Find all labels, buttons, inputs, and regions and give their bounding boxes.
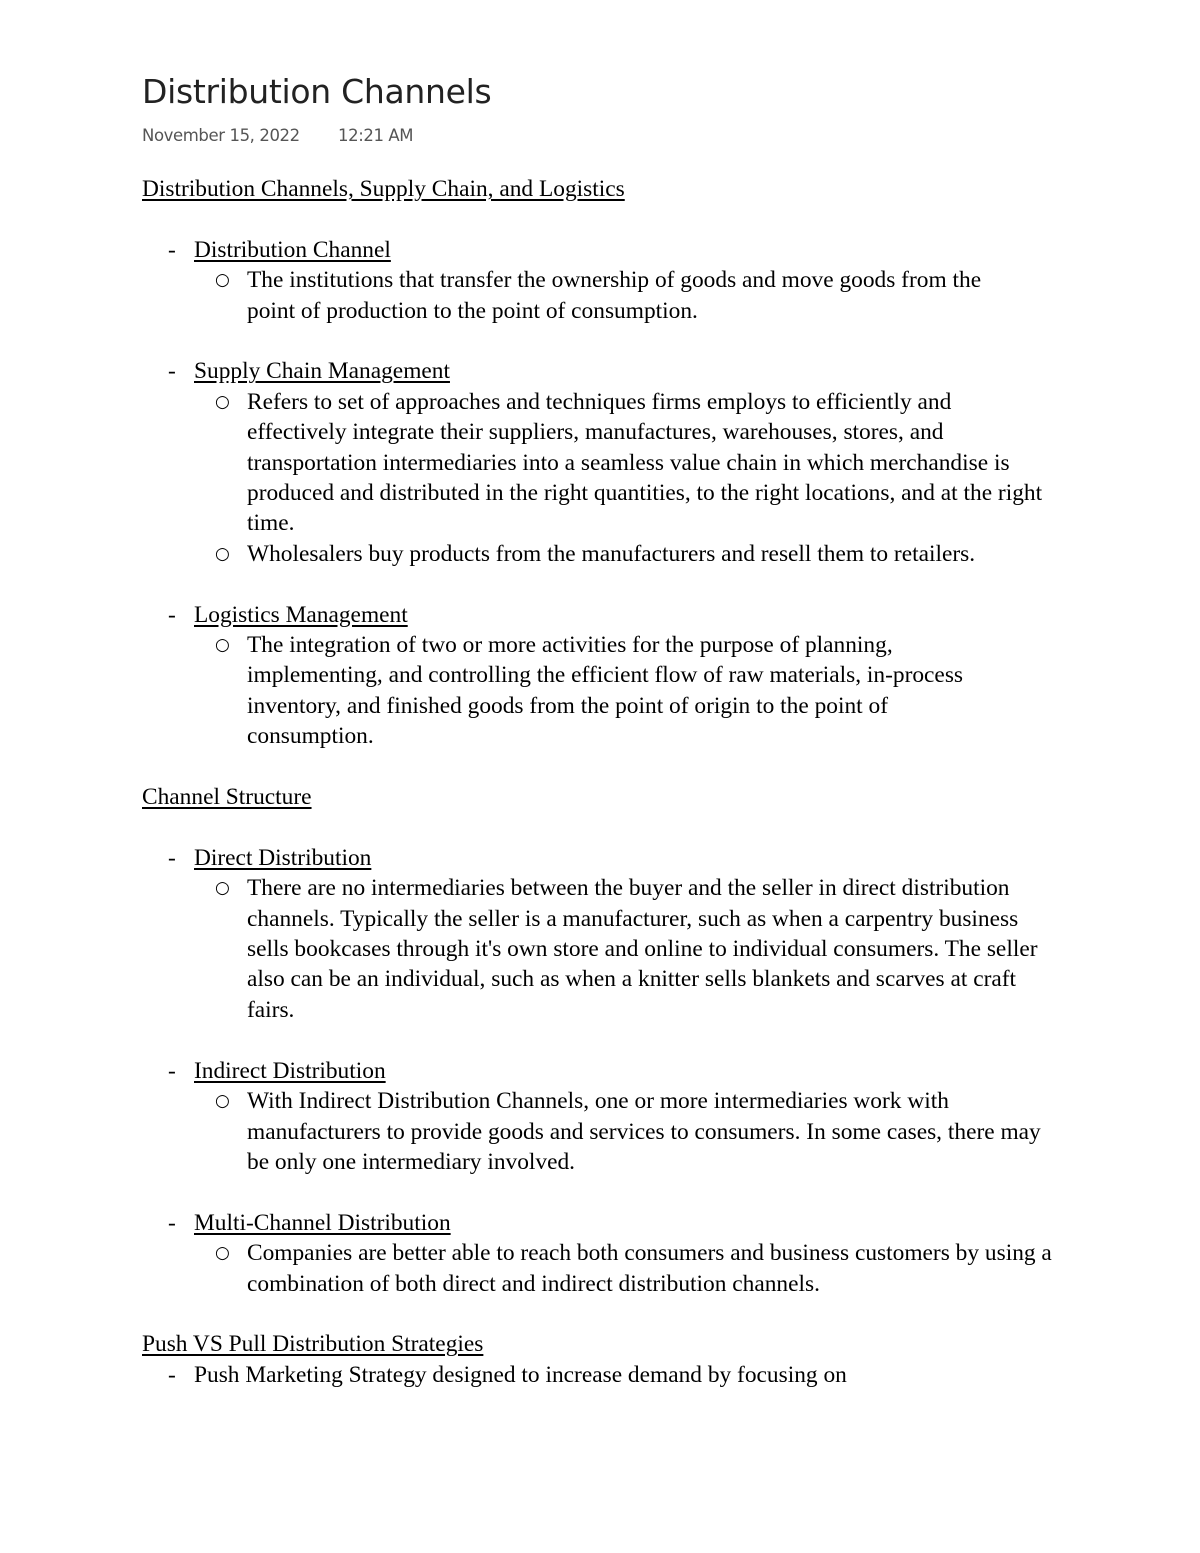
list-item (142, 235, 1102, 265)
circle-bullet-icon: ○ (215, 391, 230, 412)
section-heading: Channel Structure (142, 784, 312, 811)
dash-bullet: - (168, 1209, 176, 1236)
sub-list-text: Wholesalers buy products from the manufacturers and resell them to retailers. (247, 540, 976, 567)
circle-bullet-icon: ○ (215, 1091, 230, 1112)
list-item-label: Indirect Distribution (194, 1057, 386, 1084)
sub-list-text: The institutions that transfer the ownership of goods and move goods from the point of production to the point of consumption. (247, 267, 982, 324)
dash-bullet: - (168, 1057, 176, 1084)
list-item-label: Logistics Management (194, 601, 408, 628)
page-date: November 15, 2022 (142, 126, 300, 145)
circle-bullet-icon: ○ (215, 1243, 230, 1264)
sub-list-item (142, 873, 1102, 1025)
list-item (142, 600, 1102, 630)
page-title: Distribution Channels (142, 72, 492, 111)
circle-bullet-icon: ○ (215, 543, 230, 564)
circle-bullet-icon: ○ (215, 635, 230, 656)
list-item-label: Supply Chain Management (194, 358, 450, 385)
list-item-label: Direct Distribution (194, 844, 372, 871)
dash-bullet: - (168, 1361, 176, 1388)
list-item (142, 1208, 1102, 1238)
section-heading: Push VS Pull Distribution Strategies (142, 1331, 484, 1358)
sub-list-text: The integration of two or more activities for the purpose of planning, implementing, and controlling the efficient flow of raw materials, in-process inventory, and finished goods from the point of origin to the point of consumption. (247, 632, 964, 750)
dash-bullet: - (168, 601, 176, 628)
list-item (142, 1360, 1102, 1390)
sub-list-item (142, 265, 1102, 326)
sub-list-item (142, 387, 1102, 539)
circle-bullet-icon: ○ (215, 878, 230, 899)
circle-bullet-icon: ○ (215, 270, 230, 291)
list-item (142, 356, 1102, 386)
note-body (142, 174, 1102, 1390)
section-heading: Distribution Channels, Supply Chain, and Logistics (142, 176, 625, 202)
sub-list-item (142, 1238, 1102, 1299)
sub-list-item (142, 539, 1102, 569)
sub-list-text: Companies are better able to reach both consumers and business customers by using a combination of both direct and indirect distribution channels. (247, 1240, 1052, 1297)
list-item (142, 843, 1102, 873)
list-item-text: Push Marketing Strategy designed to increase demand by focusing on (194, 1361, 847, 1388)
sub-list-item (142, 630, 1102, 752)
list-item (142, 1056, 1102, 1086)
sub-list-text: There are no intermediaries between the buyer and the seller in direct distribution channels. Typically the seller is a manufacturer, such as when a carpentry business sells bookcases through it's own store and online to individual consumers. The seller also can be an individual, such as when a knitter sells blankets and scarves at craft fairs. (247, 875, 1038, 1023)
sub-list-text: With Indirect Distribution Channels, one or more intermediaries work with manufacturers to provide goods and services to consumers. In some cases, there may be only one intermediary involved. (247, 1088, 1041, 1175)
list-item-label: Distribution Channel (194, 236, 391, 263)
sub-list-text: Refers to set of approaches and techniques firms employs to efficiently and effectively integrate their suppliers, manufactures, warehouses, stores, and transportation intermediaries into a seamless value chain in which merchandise is produced and distributed in the right quantities, to the right locations, and at the right time. (247, 388, 1043, 537)
list-item-label: Multi-Channel Distribution (194, 1209, 451, 1236)
page-time: 12:21 AM (338, 126, 414, 145)
dash-bullet: - (168, 236, 176, 263)
dash-bullet: - (168, 358, 176, 385)
dash-bullet: - (168, 844, 176, 871)
sub-list-item (142, 1086, 1102, 1177)
